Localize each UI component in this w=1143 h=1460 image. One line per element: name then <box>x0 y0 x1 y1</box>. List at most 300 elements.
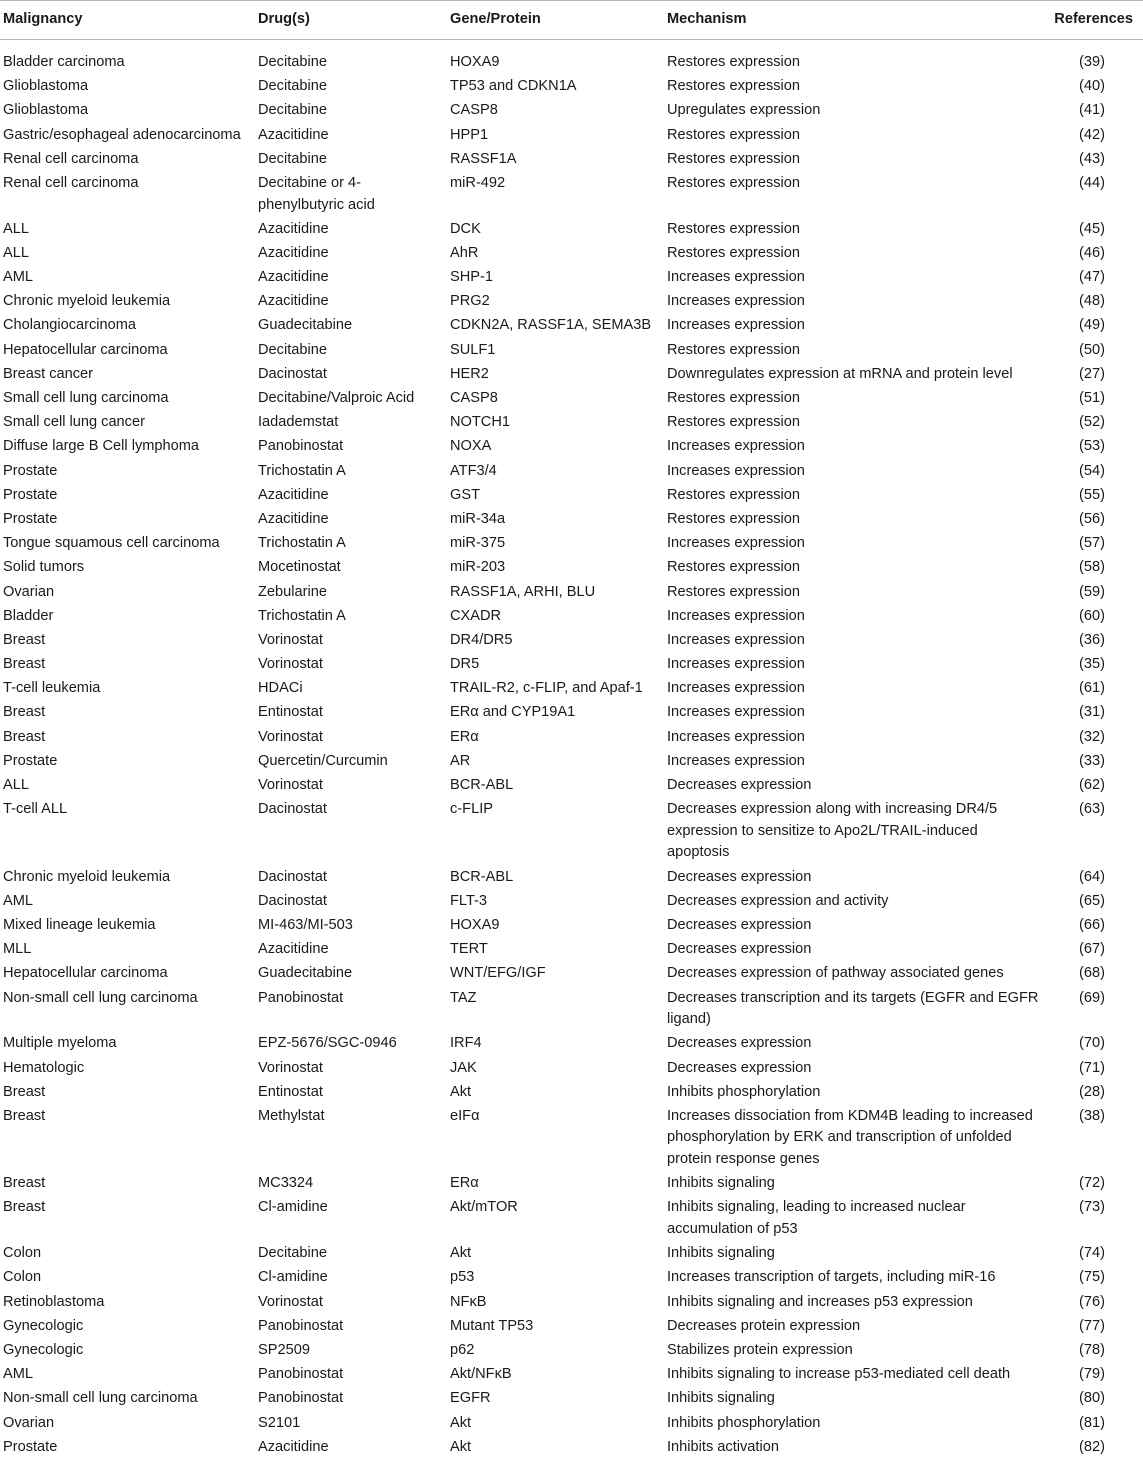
drug-cell: Azacitidine <box>258 269 329 286</box>
gene-protein-cell: SULF1 <box>450 341 496 358</box>
mechanism-cell: Inhibits signaling <box>667 1175 775 1192</box>
reference-cell: (47) <box>1079 269 1105 286</box>
drug-cell: S2101 <box>258 1414 301 1431</box>
malignancy-cell: Diffuse large B Cell lymphoma <box>3 438 200 455</box>
reference-cell: (75) <box>1079 1269 1105 1286</box>
table-row <box>0 1196 1143 1242</box>
drug-cell: Vorinostat <box>258 777 323 794</box>
table-row <box>0 508 1143 532</box>
table-row <box>0 938 1143 962</box>
reference-cell: (74) <box>1079 1245 1105 1262</box>
mechanism-cell: Restores expression <box>667 78 801 95</box>
malignancy-cell: Cholangiocarcinoma <box>3 317 137 334</box>
reference-cell: (33) <box>1079 752 1105 769</box>
reference-cell: (59) <box>1079 583 1105 600</box>
mechanism-cell: Increases dissociation from KDM4B leading to increased phosphorylation by ERK and transcription of unfolded protein response genes <box>667 1107 1033 1168</box>
reference-cell: (58) <box>1079 559 1105 576</box>
drug-cell: Entinostat <box>258 1083 323 1100</box>
drug-cell: SP2509 <box>258 1341 310 1358</box>
mechanism-cell: Increases expression <box>667 535 805 552</box>
drug-cell: Decitabine <box>258 1245 327 1262</box>
table-row <box>0 1290 1143 1314</box>
gene-protein-cell: Akt <box>450 1414 472 1431</box>
reference-cell: (32) <box>1079 728 1105 745</box>
drug-cell: Trichostatin A <box>258 535 346 552</box>
gene-protein-cell: NOTCH1 <box>450 414 510 431</box>
reference-cell: (79) <box>1079 1366 1105 1383</box>
header-row <box>0 1 1143 40</box>
reference-cell: (40) <box>1079 78 1105 95</box>
malignancy-cell: T-cell leukemia <box>3 680 101 697</box>
drug-cell: Azacitidine <box>258 244 329 261</box>
mechanism-cell: Increases expression <box>667 631 805 648</box>
table-row <box>0 604 1143 628</box>
drug-cell: Guadecitabine <box>258 317 353 334</box>
drug-cell: Vorinostat <box>258 728 323 745</box>
malignancy-cell: Gynecologic <box>3 1341 84 1358</box>
mechanism-cell: Increases expression <box>667 752 805 769</box>
drug-cell: Entinostat <box>258 704 323 721</box>
header-drugs: Drug(s) <box>255 1 447 40</box>
malignancy-cell: ALL <box>3 220 29 237</box>
drug-cell: Panobinostat <box>258 989 344 1006</box>
reference-cell: (43) <box>1079 150 1105 167</box>
malignancy-cell: Colon <box>3 1269 42 1286</box>
gene-protein-cell: Akt <box>450 1245 472 1262</box>
gene-protein-cell: GST <box>450 486 480 503</box>
gene-protein-cell: RASSF1A <box>450 150 517 167</box>
gene-protein-cell: DR5 <box>450 656 480 673</box>
gene-protein-cell: AhR <box>450 244 479 261</box>
malignancy-cell: Glioblastoma <box>3 78 89 95</box>
gene-protein-cell: TRAIL-R2, c-FLIP, and Apaf-1 <box>450 680 643 697</box>
reference-cell: (60) <box>1079 607 1105 624</box>
table-row <box>0 40 1143 75</box>
gene-protein-cell: p62 <box>450 1341 475 1358</box>
drug-cell: Cl-amidine <box>258 1269 328 1286</box>
table-row <box>0 580 1143 604</box>
mechanism-cell: Restores expression <box>667 559 801 576</box>
reference-cell: (31) <box>1079 704 1105 721</box>
table-row <box>0 532 1143 556</box>
malignancy-cell: MLL <box>3 941 32 958</box>
table-row <box>0 986 1143 1032</box>
mechanism-cell: Decreases expression <box>667 1035 812 1052</box>
table-row <box>0 725 1143 749</box>
reference-cell: (62) <box>1079 777 1105 794</box>
table-body <box>0 40 1143 1460</box>
reference-cell: (39) <box>1079 54 1105 70</box>
mechanism-cell: Inhibits phosphorylation <box>667 1083 821 1100</box>
gene-protein-cell: eIFα <box>450 1107 480 1124</box>
malignancy-cell: Gastric/esophageal adenocarcinoma <box>3 126 241 143</box>
malignancy-cell: Breast <box>3 656 46 673</box>
drug-cell: Panobinostat <box>258 1390 344 1407</box>
mechanism-cell: Decreases transcription and its targets (EGFR and EGFR ligand) <box>667 989 1039 1028</box>
drug-cell: Decitabine <box>258 102 327 119</box>
gene-protein-cell: NOXA <box>450 438 492 455</box>
malignancy-cell: Breast <box>3 1083 46 1100</box>
gene-protein-cell: p53 <box>450 1269 475 1286</box>
malignancy-cell: Small cell lung carcinoma <box>3 390 169 407</box>
drug-cell: Azacitidine <box>258 293 329 310</box>
table-row <box>0 435 1143 459</box>
header-mechanism: Mechanism <box>664 1 1043 40</box>
mechanism-cell: Decreases expression <box>667 916 812 933</box>
mechanism-cell: Restores expression <box>667 54 801 70</box>
table-row <box>0 1435 1143 1459</box>
gene-protein-cell: RASSF1A, ARHI, BLU <box>450 583 596 600</box>
gene-protein-cell: IRF4 <box>450 1035 482 1052</box>
table-row <box>0 889 1143 913</box>
mechanism-cell: Increases expression <box>667 317 805 334</box>
reference-cell: (67) <box>1079 941 1105 958</box>
malignancy-cell: Bladder <box>3 607 54 624</box>
reference-cell: (44) <box>1079 174 1105 191</box>
reference-cell: (52) <box>1079 414 1105 431</box>
gene-protein-cell: Akt/mTOR <box>450 1199 518 1216</box>
gene-protein-cell: HPP1 <box>450 126 489 143</box>
mechanism-cell: Restores expression <box>667 414 801 431</box>
table-row <box>0 411 1143 435</box>
gene-protein-cell: TERT <box>450 941 488 958</box>
malignancy-cell: Non-small cell lung carcinoma <box>3 1390 198 1407</box>
malignancy-cell: T-cell ALL <box>3 801 68 818</box>
gene-protein-cell: Akt/NFκB <box>450 1366 512 1383</box>
table-row <box>0 556 1143 580</box>
gene-protein-cell: CXADR <box>450 607 502 624</box>
drug-cell: Decitabine <box>258 78 327 95</box>
malignancy-cell: Prostate <box>3 1438 58 1455</box>
mechanism-cell: Increases expression <box>667 293 805 310</box>
table-row <box>0 750 1143 774</box>
mechanism-cell: Inhibits signaling and increases p53 expression <box>667 1293 973 1310</box>
drug-cell: Vorinostat <box>258 1059 323 1076</box>
drug-cell: Iadademstat <box>258 414 339 431</box>
mechanism-cell: Restores expression <box>667 126 801 143</box>
gene-protein-cell: CDKN2A, RASSF1A, SEMA3B <box>450 317 652 334</box>
reference-cell: (57) <box>1079 535 1105 552</box>
gene-protein-cell: CASP8 <box>450 102 498 119</box>
mechanism-cell: Inhibits signaling, leading to increased nuclear accumulation of p53 <box>667 1199 966 1238</box>
table-row <box>0 1172 1143 1196</box>
mechanism-cell: Upregulates expression <box>667 102 821 119</box>
malignancy-cell: Solid tumors <box>3 559 85 576</box>
gene-protein-cell: NFκB <box>450 1293 487 1310</box>
gene-protein-cell: Akt <box>450 1438 472 1455</box>
malignancy-cell: Small cell lung cancer <box>3 414 145 431</box>
gene-protein-cell: BCR-ABL <box>450 868 514 885</box>
gene-protein-cell: AR <box>450 752 471 769</box>
mechanism-cell: Decreases expression and activity <box>667 892 889 909</box>
table-row <box>0 242 1143 266</box>
reference-cell: (27) <box>1079 365 1105 382</box>
header-gene-protein: Gene/Protein <box>447 1 664 40</box>
malignancy-cell: ALL <box>3 244 29 261</box>
reference-cell: (50) <box>1079 341 1105 358</box>
malignancy-cell: Ovarian <box>3 1414 55 1431</box>
mechanism-cell: Inhibits signaling <box>667 1390 775 1407</box>
drug-cell: Decitabine or 4-phenylbutyric acid <box>258 174 375 213</box>
drug-cell: Zebularine <box>258 583 327 600</box>
mechanism-cell: Restores expression <box>667 341 801 358</box>
drug-cell: EPZ-5676/SGC-0946 <box>258 1035 397 1052</box>
drug-cell: MI-463/MI-503 <box>258 916 353 933</box>
drug-cell: Dacinostat <box>258 365 327 382</box>
mechanism-cell: Inhibits phosphorylation <box>667 1414 821 1431</box>
drug-cell: Dacinostat <box>258 868 327 885</box>
table-row <box>0 774 1143 798</box>
drug-cell: Vorinostat <box>258 1293 323 1310</box>
malignancy-cell: Breast <box>3 1199 46 1216</box>
reference-cell: (65) <box>1079 892 1105 909</box>
gene-protein-cell: Mutant TP53 <box>450 1317 534 1334</box>
gene-protein-cell: HER2 <box>450 365 489 382</box>
mechanism-cell: Inhibits signaling <box>667 1245 775 1262</box>
drug-cell: Panobinostat <box>258 1366 344 1383</box>
drug-cell: Vorinostat <box>258 656 323 673</box>
mechanism-cell: Decreases expression <box>667 941 812 958</box>
mechanism-cell: Increases expression <box>667 680 805 697</box>
gene-protein-cell: c-FLIP <box>450 801 493 818</box>
drug-cell: Azacitidine <box>258 1438 329 1455</box>
drug-cell: Mocetinostat <box>258 559 341 576</box>
header-malignancy: Malignancy <box>0 1 255 40</box>
gene-protein-cell: BCR-ABL <box>450 777 514 794</box>
mechanism-cell: Decreases expression <box>667 868 812 885</box>
mechanism-cell: Inhibits signaling to increase p53-mediated cell death <box>667 1366 1011 1383</box>
table-row <box>0 1314 1143 1338</box>
mechanism-cell: Restores expression <box>667 150 801 167</box>
mechanism-cell: Increases expression <box>667 704 805 721</box>
table-row <box>0 483 1143 507</box>
drug-cell: Azacitidine <box>258 486 329 503</box>
malignancy-cell: Breast <box>3 631 46 648</box>
table-row <box>0 629 1143 653</box>
mechanism-cell: Decreases expression <box>667 777 812 794</box>
mechanism-cell: Decreases expression along with increasing DR4/5 expression to sensitize to Apo2L/TRAIL-induced apoptosis <box>667 801 998 861</box>
reference-cell: (64) <box>1079 868 1105 885</box>
mechanism-cell: Downregulates expression at mRNA and protein level <box>667 365 1013 382</box>
malignancy-cell: Prostate <box>3 510 58 527</box>
malignancy-cell: AML <box>3 269 34 286</box>
drug-cell: Trichostatin A <box>258 462 346 479</box>
reference-cell: (55) <box>1079 486 1105 503</box>
reference-cell: (51) <box>1079 390 1105 407</box>
malignancy-cell: Breast <box>3 704 46 721</box>
malignancy-cell: ALL <box>3 777 29 794</box>
malignancy-cell: Hepatocellular carcinoma <box>3 965 168 982</box>
malignancy-cell: Chronic myeloid leukemia <box>3 868 171 885</box>
gene-protein-cell: miR-375 <box>450 535 506 552</box>
reference-cell: (66) <box>1079 916 1105 933</box>
table-row <box>0 914 1143 938</box>
malignancy-cell: AML <box>3 892 34 909</box>
gene-protein-cell: WNT/EFG/IGF <box>450 965 546 982</box>
mechanism-cell: Restores expression <box>667 510 801 527</box>
table-row <box>0 798 1143 865</box>
reference-cell: (82) <box>1079 1438 1105 1455</box>
table-row <box>0 653 1143 677</box>
reference-cell: (42) <box>1079 126 1105 143</box>
reference-cell: (54) <box>1079 462 1105 479</box>
gene-protein-cell: ERα and CYP19A1 <box>450 704 576 721</box>
mechanism-cell: Increases expression <box>667 656 805 673</box>
malignancy-cell: Hematologic <box>3 1059 85 1076</box>
gene-protein-cell: EGFR <box>450 1390 491 1407</box>
drug-cell: Cl-amidine <box>258 1199 328 1216</box>
reference-cell: (61) <box>1079 680 1105 697</box>
reference-cell: (45) <box>1079 220 1105 237</box>
mechanism-cell: Increases expression <box>667 269 805 286</box>
table-row <box>0 1339 1143 1363</box>
reference-cell: (77) <box>1079 1317 1105 1334</box>
reference-cell: (81) <box>1079 1414 1105 1431</box>
drug-cell: Methylstat <box>258 1107 325 1124</box>
malignancy-cell: Breast cancer <box>3 365 94 382</box>
table-row <box>0 147 1143 171</box>
reference-cell: (71) <box>1079 1059 1105 1076</box>
drug-cell: Vorinostat <box>258 631 323 648</box>
reference-cell: (63) <box>1079 801 1105 818</box>
table-row <box>0 701 1143 725</box>
reference-cell: (73) <box>1079 1199 1105 1216</box>
malignancy-cell: Gynecologic <box>3 1317 84 1334</box>
gene-protein-cell: DCK <box>450 220 481 237</box>
mechanism-cell: Restores expression <box>667 390 801 407</box>
gene-protein-cell: DR4/DR5 <box>450 631 513 648</box>
drug-cell: Guadecitabine <box>258 965 353 982</box>
reference-cell: (38) <box>1079 1107 1105 1124</box>
malignancy-cell: Multiple myeloma <box>3 1035 117 1052</box>
reference-cell: (36) <box>1079 631 1105 648</box>
reference-cell: (80) <box>1079 1390 1105 1407</box>
mechanism-cell: Restores expression <box>667 220 801 237</box>
table-row <box>0 459 1143 483</box>
mechanism-cell: Decreases expression <box>667 1059 812 1076</box>
malignancy-cell: Renal cell carcinoma <box>3 174 139 191</box>
mechanism-cell: Increases expression <box>667 438 805 455</box>
malignancy-cell: Mixed lineage leukemia <box>3 916 156 933</box>
drug-cell: Decitabine/Valproic Acid <box>258 390 415 407</box>
malignancy-cell: Breast <box>3 728 46 745</box>
gene-protein-cell: SHP-1 <box>450 269 493 286</box>
table-row <box>0 962 1143 986</box>
reference-cell: (70) <box>1079 1035 1105 1052</box>
mechanism-cell: Decreases protein expression <box>667 1317 861 1334</box>
malignancy-cell: Retinoblastoma <box>3 1293 105 1310</box>
table-row <box>0 266 1143 290</box>
reference-cell: (68) <box>1079 965 1105 982</box>
gene-protein-cell: JAK <box>450 1059 477 1076</box>
table-row <box>0 290 1143 314</box>
malignancy-cell: Prostate <box>3 486 58 503</box>
drug-cell: Decitabine <box>258 150 327 167</box>
table-row <box>0 1032 1143 1056</box>
drug-cell: Panobinostat <box>258 1317 344 1334</box>
drug-cell: Decitabine <box>258 341 327 358</box>
drug-cell: Dacinostat <box>258 892 327 909</box>
table-row <box>0 387 1143 411</box>
reference-cell: (49) <box>1079 317 1105 334</box>
malignancy-cell: Glioblastoma <box>3 102 89 119</box>
table-row <box>0 99 1143 123</box>
reference-cell: (28) <box>1079 1083 1105 1100</box>
mechanism-cell: Restores expression <box>667 583 801 600</box>
reference-cell: (69) <box>1079 989 1105 1006</box>
drug-cell: Azacitidine <box>258 941 329 958</box>
malignancy-cell: Prostate <box>3 462 58 479</box>
malignancy-cell: Chronic myeloid leukemia <box>3 293 171 310</box>
mechanism-cell: Decreases expression of pathway associated genes <box>667 965 1004 982</box>
header-references: References <box>1043 1 1143 40</box>
gene-protein-cell: ATF3/4 <box>450 462 497 479</box>
mechanism-cell: Restores expression <box>667 174 801 191</box>
reference-cell: (76) <box>1079 1293 1105 1310</box>
drug-cell: Azacitidine <box>258 510 329 527</box>
drug-cell: MC3324 <box>258 1175 314 1192</box>
malignancy-cell: AML <box>3 1366 34 1383</box>
drug-cell: Trichostatin A <box>258 607 346 624</box>
malignancy-cell: Prostate <box>3 752 58 769</box>
drug-cell: Panobinostat <box>258 438 344 455</box>
gene-protein-cell: TP53 and CDKN1A <box>450 78 577 95</box>
reference-cell: (41) <box>1079 102 1105 119</box>
mechanism-cell: Increases expression <box>667 607 805 624</box>
gene-protein-cell: PRG2 <box>450 293 490 310</box>
malignancy-cell: Colon <box>3 1245 42 1262</box>
reference-cell: (72) <box>1079 1175 1105 1192</box>
table-row <box>0 1363 1143 1387</box>
drug-cell: Quercetin/Curcumin <box>258 752 388 769</box>
mechanism-cell: Restores expression <box>667 244 801 261</box>
malignancy-cell: Renal cell carcinoma <box>3 150 139 167</box>
gene-protein-cell: miR-34a <box>450 510 506 527</box>
drug-cell: HDACi <box>258 680 303 697</box>
reference-cell: (48) <box>1079 293 1105 310</box>
malignancy-cell: Tongue squamous cell carcinoma <box>3 535 220 552</box>
gene-protein-cell: TAZ <box>450 989 477 1006</box>
gene-protein-cell: ERα <box>450 1175 479 1192</box>
table-row <box>0 1080 1143 1104</box>
drug-cell: Decitabine <box>258 54 327 70</box>
malignancy-cell: Non-small cell lung carcinoma <box>3 989 198 1006</box>
gene-protein-cell: miR-203 <box>450 559 506 576</box>
table-row <box>0 75 1143 99</box>
gene-protein-cell: Akt <box>450 1083 472 1100</box>
drug-cell: Azacitidine <box>258 220 329 237</box>
table-row <box>0 1105 1143 1172</box>
table-row <box>0 123 1143 147</box>
mechanism-cell: Restores expression <box>667 486 801 503</box>
gene-protein-cell: CASP8 <box>450 390 498 407</box>
table-row <box>0 217 1143 241</box>
table-header <box>0 1 1143 40</box>
table-row <box>0 1242 1143 1266</box>
table-row <box>0 363 1143 387</box>
table-row <box>0 1266 1143 1290</box>
table-row <box>0 314 1143 338</box>
malignancy-cell: Breast <box>3 1107 46 1124</box>
reference-cell: (56) <box>1079 510 1105 527</box>
reference-cell: (78) <box>1079 1341 1105 1358</box>
reference-cell: (46) <box>1079 244 1105 261</box>
malignancy-cell: Bladder carcinoma <box>3 54 125 70</box>
mechanism-cell: Stabilizes protein expression <box>667 1341 853 1358</box>
reference-cell: (53) <box>1079 438 1105 455</box>
table-row <box>0 1411 1143 1435</box>
drug-cell: Dacinostat <box>258 801 327 818</box>
